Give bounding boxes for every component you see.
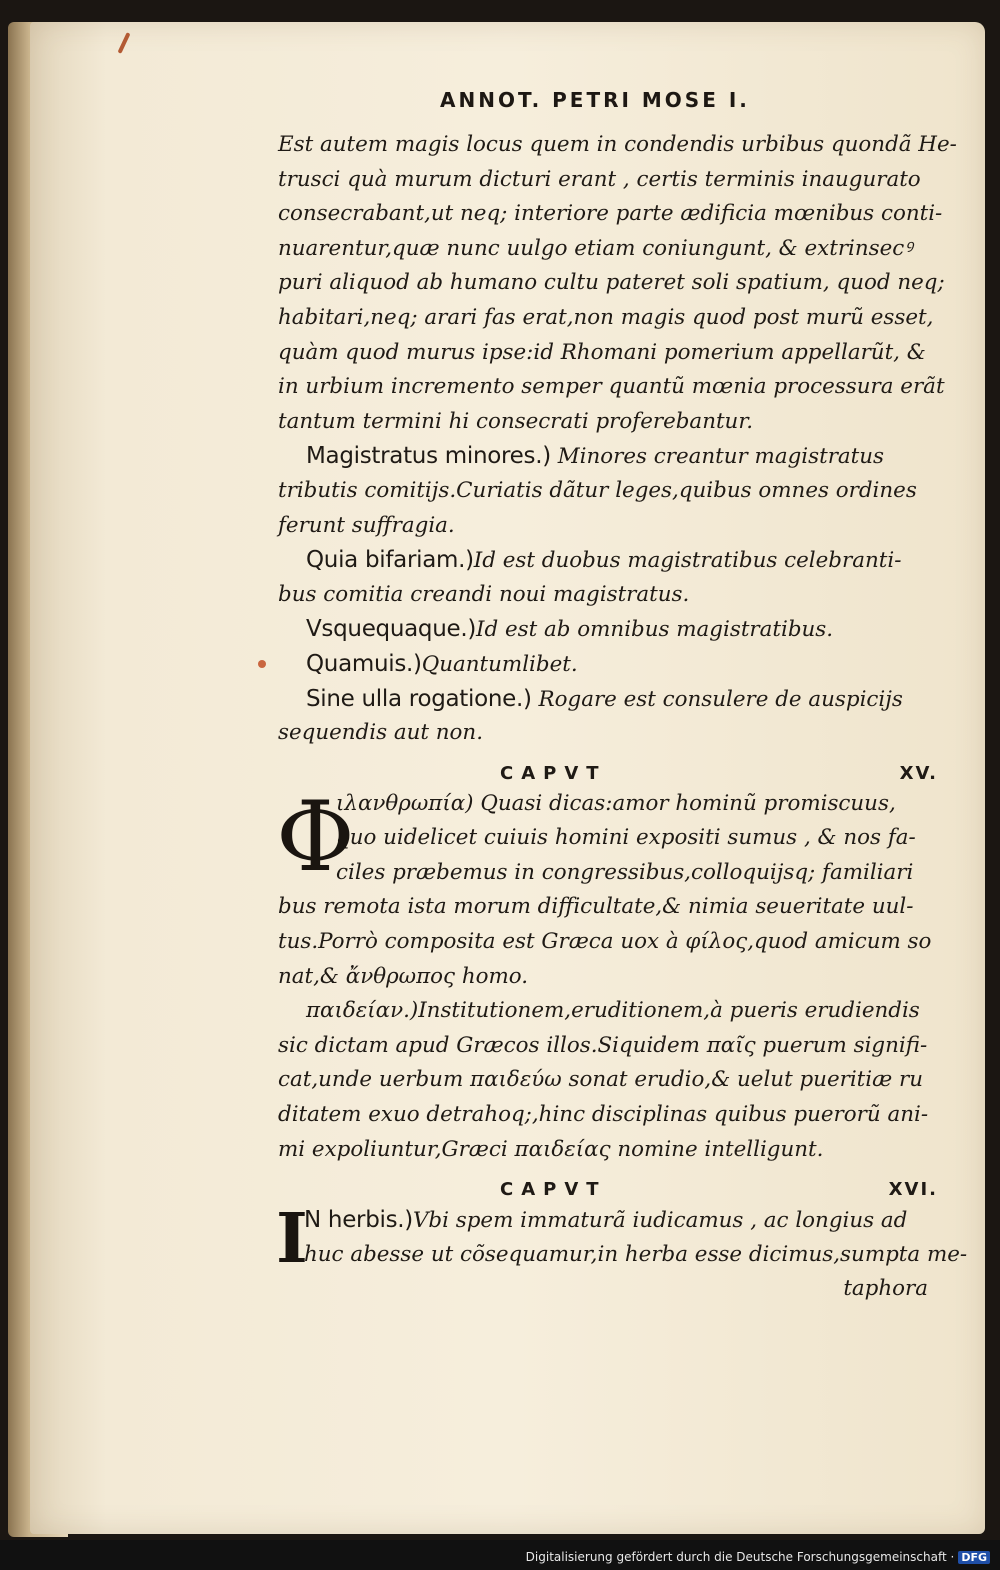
entry-philanthropia — [276, 780, 938, 995]
gloss: Id est duobus magistratibus celebranti- — [473, 548, 902, 574]
text-line: trusci quà murum dicturi erant , certis terminis inaugurato — [278, 166, 921, 192]
text-line: cat,unde uerbum παιδεύω sonat erudio,& uelut pueritiæ ru — [278, 1067, 924, 1093]
entry-in-herbis — [276, 1199, 968, 1280]
dfg-logo: DFG — [958, 1551, 990, 1564]
drop-cap-phi: Φ — [276, 780, 355, 893]
text-line: παιδείαν.)Institutionem,eruditionem,à pueris erudiendis — [306, 998, 920, 1024]
lemma: N herbis.) — [304, 1207, 413, 1234]
chapter-number: XV. — [899, 762, 938, 784]
text-line: tributis comitijs.Curiatis dãtur leges,quibus omnes ordines — [278, 477, 917, 503]
catchword: taphora — [843, 1276, 928, 1302]
lemma: Quamuis.) — [306, 650, 422, 677]
entry-usquequaque — [278, 612, 938, 647]
lemma: Magistratus minores.) — [306, 443, 551, 470]
lemma: Vsquequaque.) — [306, 616, 477, 643]
gloss: Id est ab omnibus magistratibus. — [476, 617, 834, 643]
text-line: bus comitia creandi noui magistratus. — [278, 581, 690, 607]
chapter-heading-15 — [278, 751, 938, 787]
text-line: nuarentur,quæ nunc uulgo etiam coniungunt, & extrinsecꝰ — [278, 235, 913, 261]
entry-paideia — [278, 994, 938, 1167]
chapter-heading-16 — [278, 1167, 938, 1203]
text-line: tus.Porrò composita est Græca uox à φίλος,quod amicum so — [278, 929, 932, 955]
text-line: ιλανθρωπία) Quasi dicas:amor hominũ promiscuus, — [336, 790, 896, 816]
paper-stain — [258, 660, 266, 668]
text-line: Est autem magis locus quem in condendis urbibus quondã He- — [278, 132, 957, 157]
main-text — [276, 128, 968, 1307]
chapter-word: CAPVT — [500, 762, 607, 784]
entry-sine-rogatione — [278, 682, 938, 751]
text-line: mi expoliuntur,Græci παιδείας nomine intelligunt. — [278, 1136, 824, 1162]
gloss: Vbi spem immaturã iudicamus , ac longius ad — [412, 1208, 908, 1234]
text-line: ditatem exuo detrahoq;,hinc disciplinas quibus puerorũ ani- — [278, 1102, 929, 1128]
text-line: in urbium incremento semper quantũ mœnia processura erãt — [278, 374, 945, 400]
gloss: Quantumlibet. — [421, 651, 578, 677]
text-line: ciles præbemus in congressibus,colloquijsq; familiari — [336, 859, 914, 885]
paragraph-pomerium — [278, 128, 957, 439]
credit-text: Digitalisierung gefördert durch die Deutsche Forschungsgemeinschaft · — [525, 1550, 955, 1564]
digitization-credit — [526, 1550, 990, 1564]
chapter-number: XVI. — [888, 1179, 938, 1201]
text-line: sequendis aut non. — [278, 720, 484, 746]
entry-bifariam — [278, 543, 938, 612]
entry-magistratus — [278, 439, 938, 543]
gloss: Rogare est consulere de auspicijs — [538, 686, 903, 712]
entry-quamuis — [278, 647, 938, 682]
text-line: puri aliquod ab humano cultu pateret soli spatium, quod neq; — [278, 270, 945, 296]
drop-cap-i: I — [276, 1199, 308, 1280]
text-line: habitari,neq; arari fas erat,non magis quod post murũ esset, — [278, 304, 934, 330]
text-line: consecrabant,ut neq; interiore parte ædificia mœnibus conti- — [278, 201, 943, 227]
lemma: Sine ulla rogatione.) — [306, 685, 532, 712]
text-line: huc abesse ut cõsequamur,in herba esse dicimus,sumpta me- — [304, 1241, 968, 1267]
text-line: nat,& ἄνθρωπος homo. — [278, 963, 529, 989]
text-line: bus remota ista morum difficultate,& nimia seueritate uul- — [278, 894, 914, 920]
footer-bar — [0, 1540, 1000, 1570]
text-line: quàm quod murus ipse:id Rhomani pomerium appellarũt, & — [278, 339, 926, 365]
chapter-word: CAPVT — [500, 1179, 607, 1201]
text-line: quo uidelicet cuiuis homini expositi sumus , & nos fa- — [336, 825, 916, 851]
gloss: Minores creantur magistratus — [557, 444, 885, 470]
running-head: ANNOT. PETRI MOSE I. — [440, 88, 750, 112]
lemma: Quia bifariam.) — [306, 547, 474, 574]
text-line: sic dictam apud Græcos illos.Siquidem παῖς puerum signifi- — [278, 1032, 928, 1058]
text-line: ferunt suffragia. — [278, 512, 455, 538]
text-line: tantum termini hi consecrati proferebantur. — [278, 408, 754, 434]
